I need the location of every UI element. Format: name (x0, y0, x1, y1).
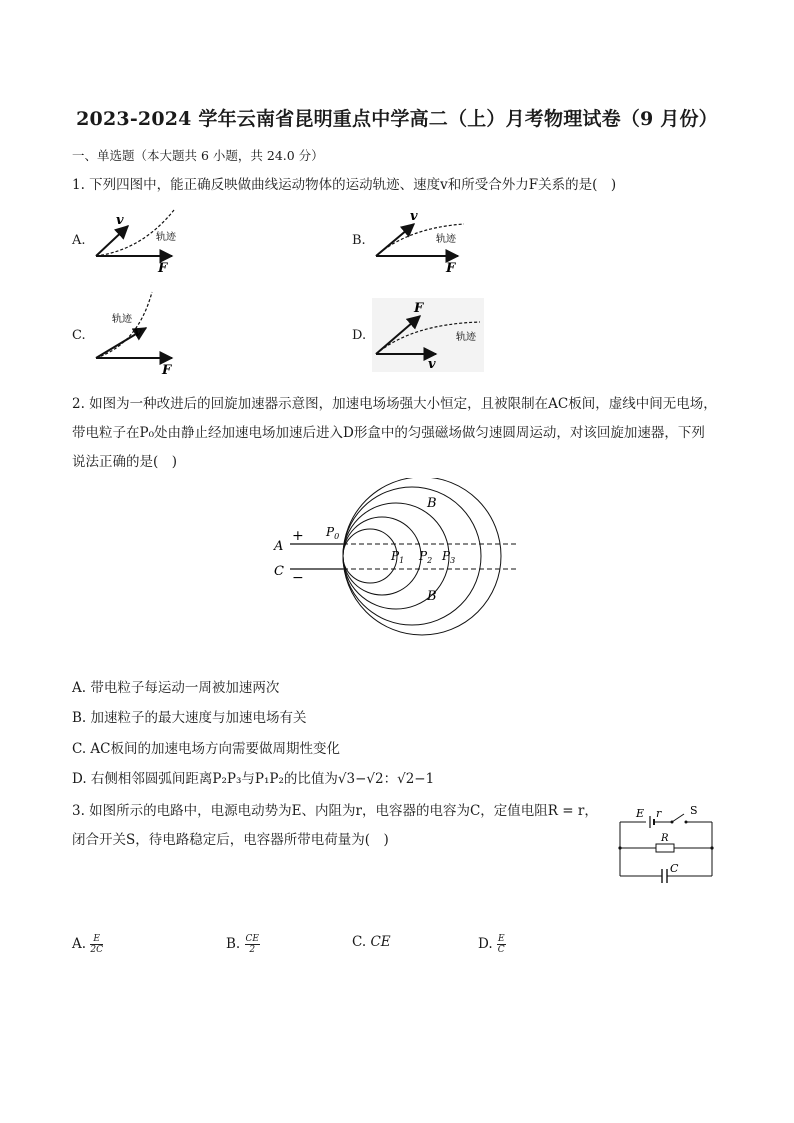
p3-label: $P_3$ (442, 549, 456, 565)
q1-option-c-label: C. (72, 328, 86, 343)
q3-option-d: D. $\frac{E}{C}$ (478, 934, 505, 955)
q2-option-c: C. AC板间的加速电场方向需要做周期性变化 (72, 741, 341, 757)
force-label: F (158, 261, 168, 276)
page-title: 2023-2024 学年云南省昆明重点中学高二（上）月考物理试卷（9 月份） (76, 108, 718, 130)
q3-option-b: B. $\frac{CE}{2}$ (226, 934, 259, 955)
plus-sign: + (292, 528, 304, 544)
section-heading: 一、单选题（本大题共 6 小题，共 24.0 分） (72, 148, 324, 163)
q2-option-b: B. 加速粒子的最大速度与加速电场有关 (72, 710, 307, 726)
force-label: F (162, 363, 172, 376)
q1-option-b-figure (372, 206, 472, 276)
track-label: 轨迹 (156, 232, 176, 243)
p0-label: $P_0$ (326, 525, 340, 541)
q1-option-c-figure (92, 290, 192, 376)
internal-resistance-label: r (656, 807, 662, 820)
track-label: 轨迹 (112, 314, 132, 325)
field-b-upper-label: B (427, 496, 437, 511)
question-3-stem-line-1: 3. 如图所示的电路中，电源电动势为E、内阻为r，电容器的电容为C，定值电阻R = r， (72, 803, 598, 819)
question-2-stem-line-3: 说法正确的是( ) (72, 454, 178, 470)
q1-option-d-figure (372, 298, 484, 372)
question-1-stem: 1. 下列四图中，能正确反映做曲线运动物体的运动轨迹、速度v和所受合外力F关系的是( ) (72, 177, 617, 193)
velocity-label: v (134, 325, 142, 340)
q3-option-b-fraction: $\frac{CE}{2}$ (245, 934, 259, 955)
q3-option-a: A. $\frac{E}{2C}$ (72, 934, 103, 955)
circuit-diagram (610, 800, 720, 886)
q1-option-a-label: A. (72, 233, 86, 248)
q3-option-d-fraction: $\frac{E}{C}$ (497, 934, 505, 955)
track-label: 轨迹 (436, 234, 456, 245)
q1-option-b-label: B. (352, 233, 366, 248)
question-2-stem-line-2: 带电粒子在P₀处由静止经加速电场加速后进入D形盒中的匀强磁场做匀速圆周运动，对该回旋加速器，下列 (72, 425, 705, 441)
field-b-lower-label: B (427, 589, 437, 604)
p1-label: $P_1$ (391, 549, 405, 565)
plate-c-label: C (274, 564, 284, 579)
question-2-stem-line-1: 2. 如图为一种改进后的回旋加速器示意图，加速电场场强大小恒定，且被限制在AC板间，虚线中间无电场， (72, 396, 717, 412)
q1-option-d-label: D. (352, 328, 367, 343)
velocity-label: v (410, 209, 418, 224)
minus-sign: − (292, 570, 304, 586)
question-3-stem-line-2: 闭合开关S，待电路稳定后，电容器所带电荷量为( ) (72, 832, 389, 848)
cyclotron-diagram (262, 478, 532, 638)
plate-a-label: A (274, 539, 284, 554)
q3-option-a-fraction: $\frac{E}{2C}$ (90, 934, 103, 955)
velocity-label: v (428, 357, 436, 372)
q3-option-c: C. CE (352, 934, 391, 950)
q2-option-d: D. 右侧相邻圆弧间距离P₂P₃与P₁P₂的比值为√3−√2：√2−1 (72, 771, 435, 787)
force-label: F (446, 261, 456, 276)
velocity-label: v (116, 213, 124, 228)
switch-label: S (690, 804, 698, 817)
q2-option-a: A. 带电粒子每运动一周被加速两次 (72, 680, 280, 696)
q1-option-a-figure (92, 206, 192, 276)
resistor-label: R (661, 833, 669, 844)
p2-label: $P_2$ (419, 549, 433, 565)
track-label: 轨迹 (456, 332, 476, 343)
capacitor-label: C (670, 862, 679, 875)
force-label: F (414, 301, 424, 316)
emf-label: E (636, 807, 645, 820)
